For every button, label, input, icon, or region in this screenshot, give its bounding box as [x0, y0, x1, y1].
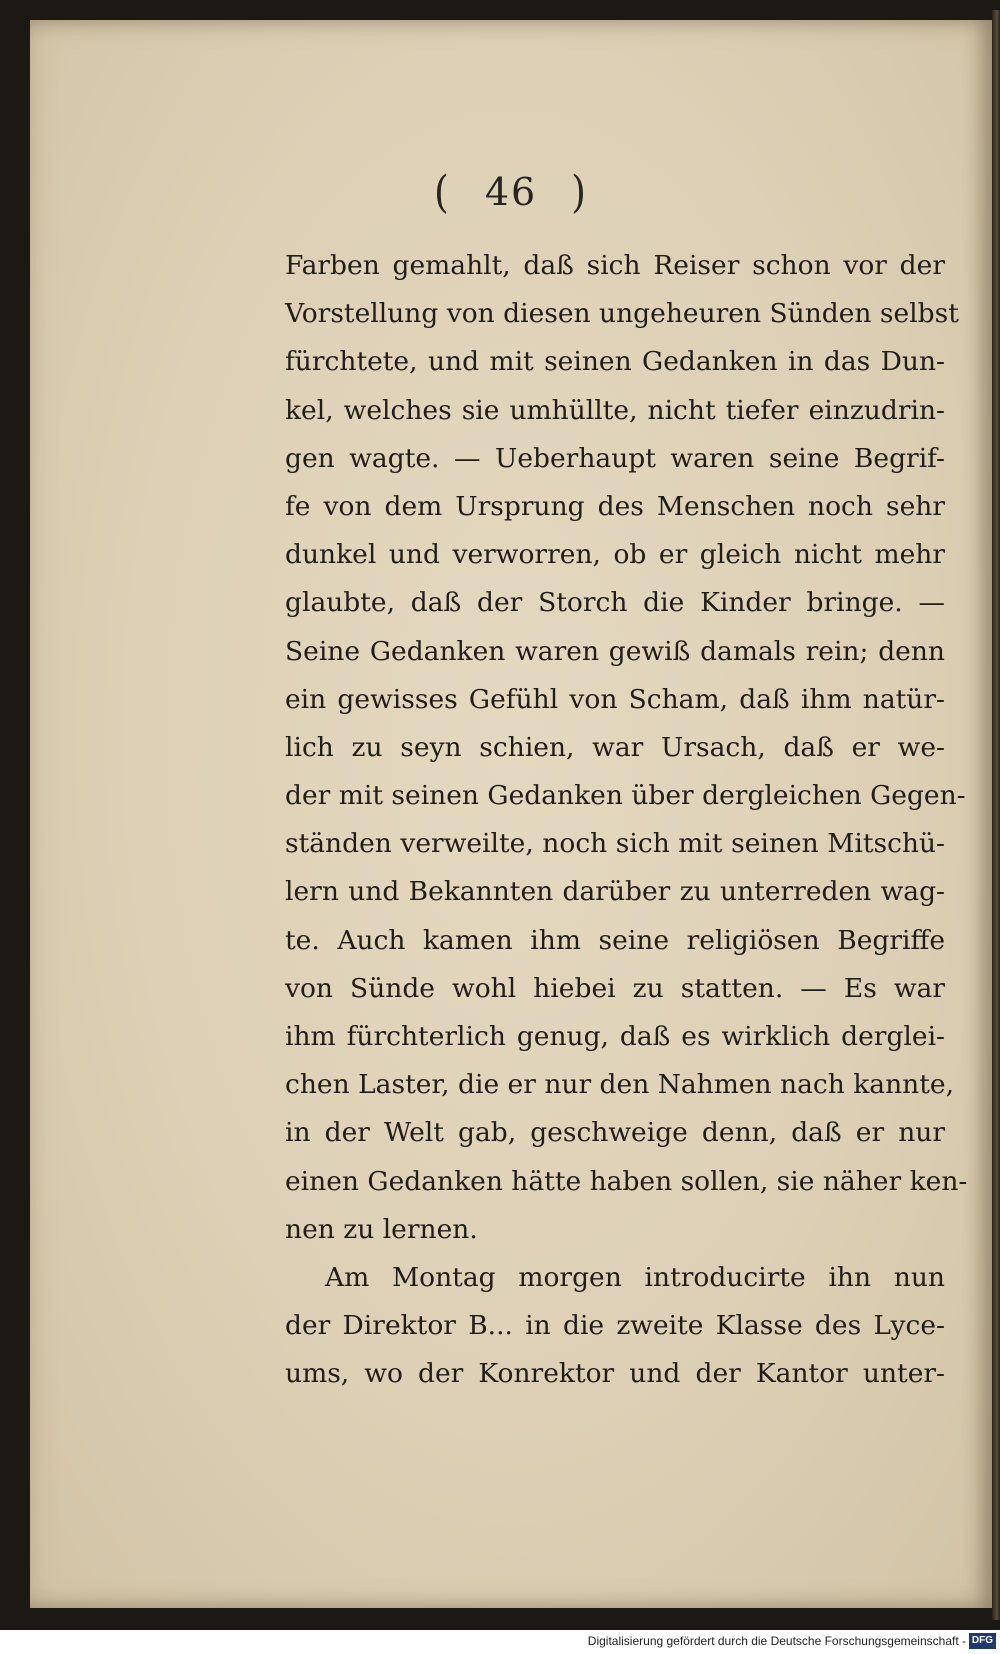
text-line: der mit seinen Gedanken über dergleichen Gegen- [285, 780, 966, 812]
text-line: lich zu seyn schien, war Ursach, daß er we- [285, 731, 945, 763]
page-number-value: 46 [484, 170, 538, 214]
text-line: Seine Gedanken waren gewiß damals rein; denn [285, 635, 945, 667]
book-edge [992, 10, 1000, 1620]
dfg-logo: DFG [969, 1633, 996, 1649]
text-line: in der Welt gab, geschweige denn, daß er nur [285, 1117, 945, 1149]
text-line: gen wagte. — Ueberhaupt waren seine Begrif- [285, 442, 945, 474]
book-page [30, 20, 992, 1608]
funding-credit: Digitalisierung gefördert durch die Deutsche Forschungsgemeinschaft - [587, 1634, 966, 1648]
text-line: te. Auch kamen ihm seine religiösen Begriffe [285, 924, 945, 956]
text-line: Farben gemahlt, daß sich Reiser schon vor der [285, 250, 945, 281]
text-line: Vorstellung von diesen ungeheuren Sünden selbst [285, 298, 959, 330]
text-line: dunkel und verworren, ob er gleich nicht mehr [285, 539, 945, 571]
page-number-open: ( [433, 166, 451, 218]
text-line: fe von dem Ursprung des Menschen noch sehr [285, 490, 945, 522]
text-line: ein gewisses Gefühl von Scham, daß ihm natür- [285, 683, 945, 715]
text-line: fürchtete, und mit seinen Gedanken in das Dun- [285, 346, 945, 378]
text-line: ums, wo der Konrektor und der Kantor unter- [285, 1358, 945, 1390]
text-line: einen Gedanken hätte haben sollen, sie näher ken- [285, 1165, 968, 1197]
page-number [30, 166, 992, 218]
text-line: kel, welches sie umhüllte, nicht tiefer einzudrin- [285, 394, 945, 426]
digitization-footer [0, 1630, 1000, 1654]
text-line: glaubte, daß der Storch die Kinder bringe. — [285, 587, 945, 619]
text-line: nen zu lernen. [285, 1213, 478, 1245]
text-line: ständen verweilte, noch sich mit seinen Mitschü- [285, 828, 945, 860]
text-line-paragraph-start: Am Montag morgen introducirte ihn nun [325, 1261, 945, 1293]
text-line: chen Laster, die er nur den Nahmen nach kannte, [285, 1069, 954, 1101]
page-number-close: ) [571, 166, 588, 218]
text-line: ihm fürchterlich genug, daß es wirklich derglei- [285, 1021, 945, 1052]
text-line: lern und Bekannten darüber zu unterreden wag- [285, 876, 945, 908]
body-text [285, 242, 968, 1399]
text-line: von Sünde wohl hiebei zu statten. — Es war [285, 972, 945, 1004]
text-line: der Direktor B... in die zweite Klasse des Lyce- [285, 1310, 945, 1342]
